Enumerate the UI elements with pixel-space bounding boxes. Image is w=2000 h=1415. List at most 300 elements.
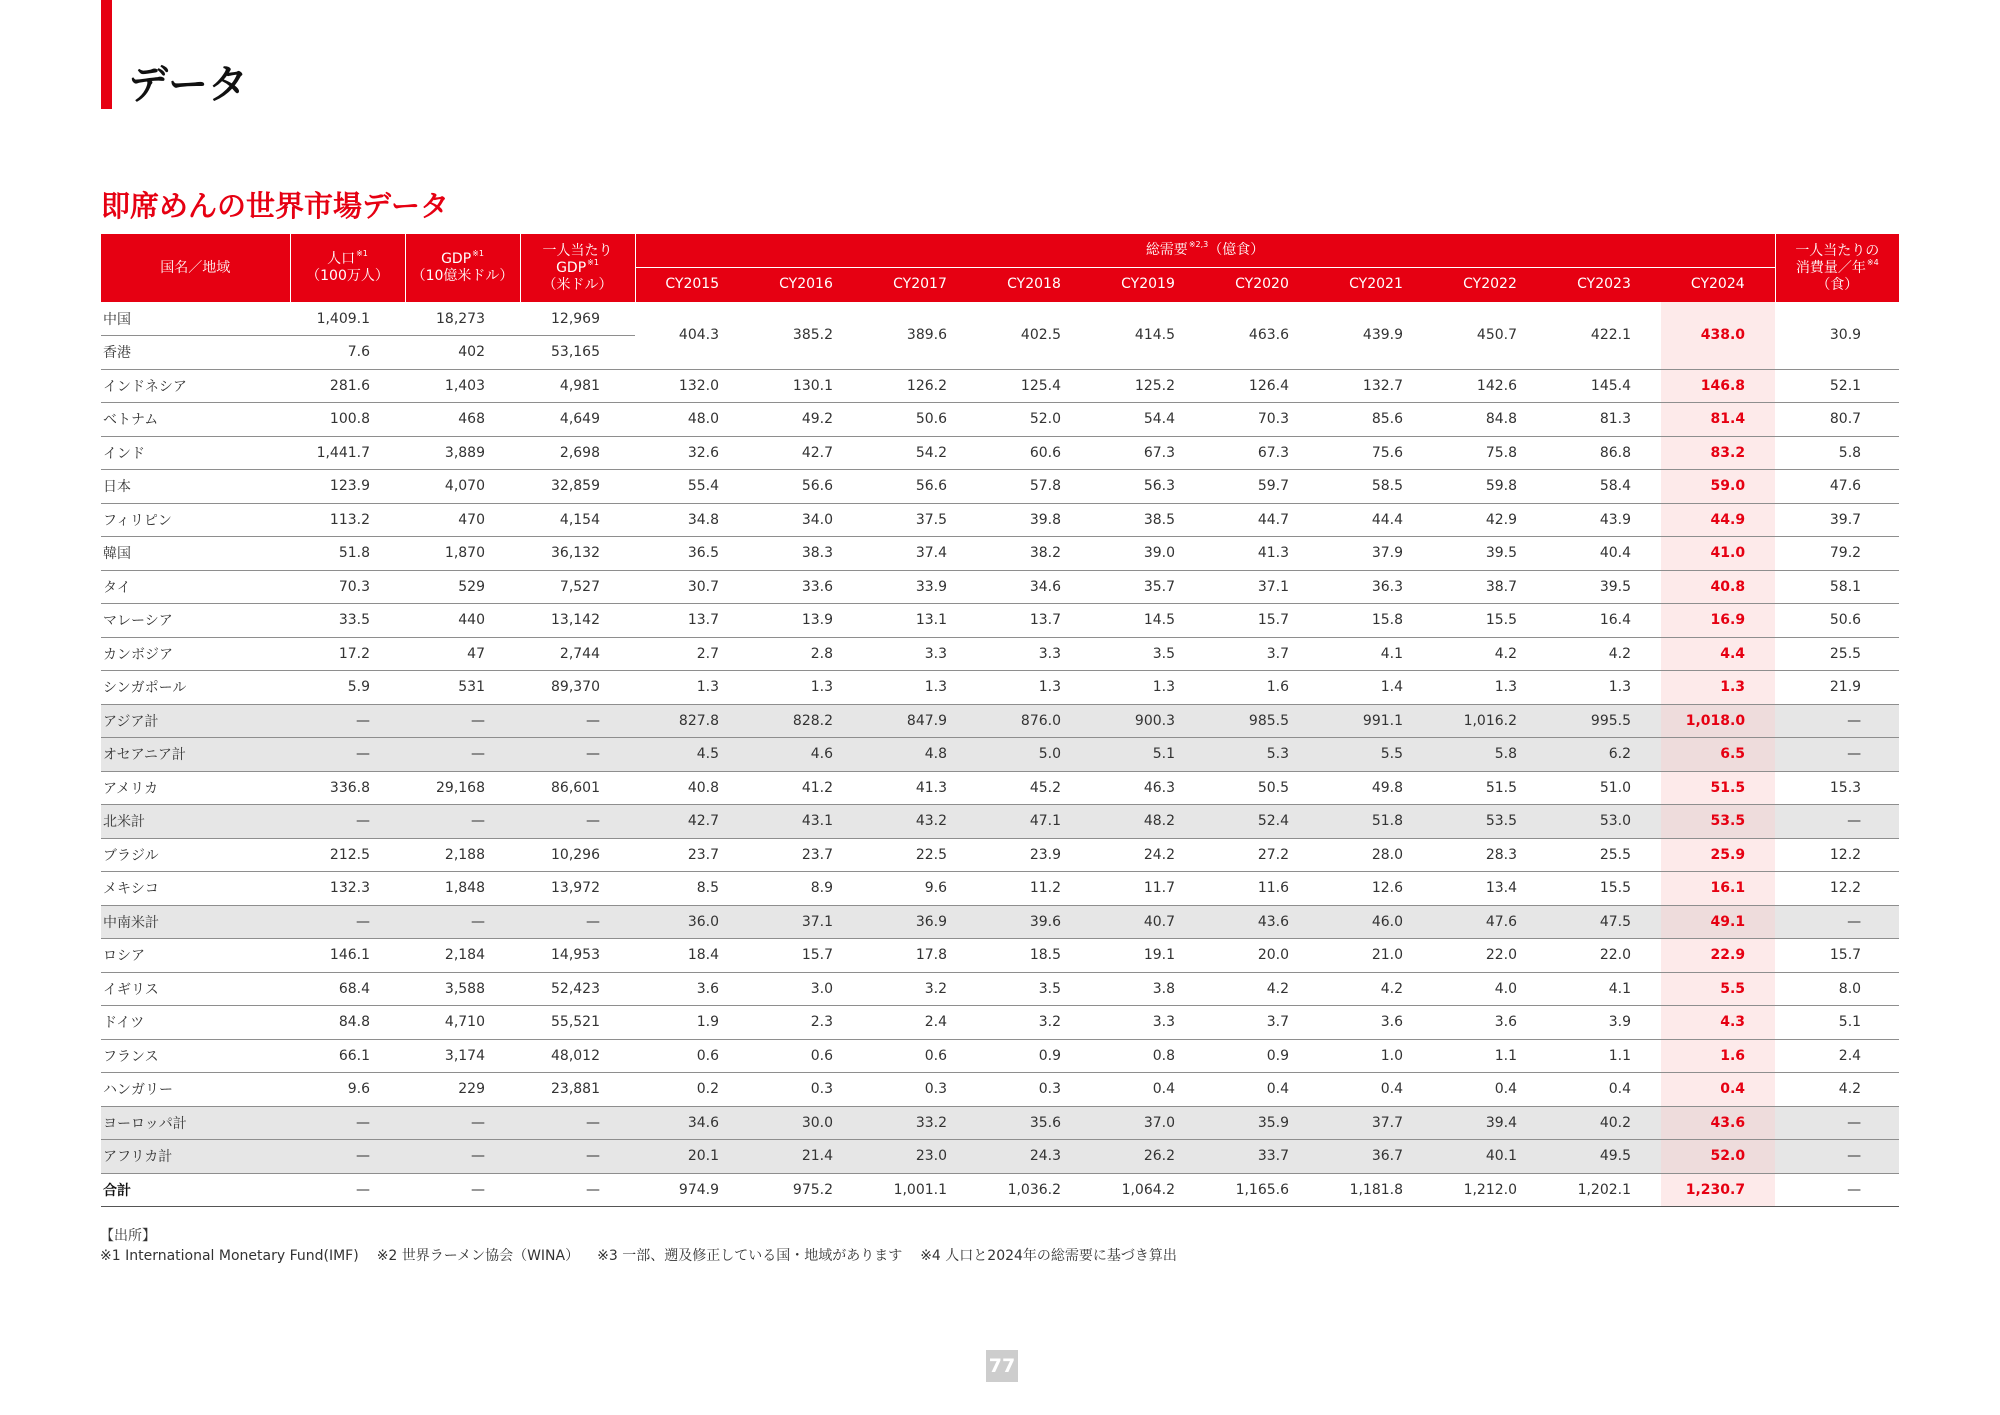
demand-cy2023-cell: 40.2 <box>1547 1106 1661 1140</box>
demand-cy2018-cell: 1,036.2 <box>977 1173 1091 1207</box>
demand-cy2021-cell: 5.5 <box>1319 738 1433 772</box>
gdp-cell: 3,588 <box>405 972 520 1006</box>
demand-cy2016-cell: 828.2 <box>749 704 863 738</box>
consumption-per-capita-cell: 58.1 <box>1775 570 1899 604</box>
gdp-cell: — <box>405 1173 520 1207</box>
demand-cy2019-cell: 54.4 <box>1091 403 1205 437</box>
demand-cy2024-cell: 53.5 <box>1661 805 1775 839</box>
gdp-per-capita-cell: 23,881 <box>520 1073 635 1107</box>
header-cy2021: CY2021 <box>1319 267 1433 302</box>
demand-cy2018-cell: 60.6 <box>977 436 1091 470</box>
gdp-per-capita-cell: 14,953 <box>520 939 635 973</box>
demand-cy2022-cell: 450.7 <box>1433 302 1547 369</box>
demand-cy2024-cell: 6.5 <box>1661 738 1775 772</box>
header-cy2022: CY2022 <box>1433 267 1547 302</box>
demand-cy2016-cell: 1.3 <box>749 671 863 705</box>
header-population-unit: （100万人） <box>306 268 389 284</box>
header-total-demand-label: 総需要 <box>1145 241 1188 258</box>
region-name-cell: フランス <box>101 1039 290 1073</box>
region-name-cell: カンボジア <box>101 637 290 671</box>
demand-cy2023-cell: 43.9 <box>1547 503 1661 537</box>
demand-cy2024-cell: 5.5 <box>1661 972 1775 1006</box>
demand-cy2017-cell: 22.5 <box>863 838 977 872</box>
demand-cy2018-cell: 45.2 <box>977 771 1091 805</box>
demand-cy2019-cell: 0.4 <box>1091 1073 1205 1107</box>
demand-cy2015-cell: 404.3 <box>635 302 749 369</box>
gdp-cell: 529 <box>405 570 520 604</box>
demand-cy2016-cell: 21.4 <box>749 1140 863 1174</box>
gdp-cell: — <box>405 1140 520 1174</box>
demand-cy2022-cell: 4.0 <box>1433 972 1547 1006</box>
section-title: 即席めんの世界市場データ <box>101 189 450 223</box>
demand-cy2018-cell: 3.3 <box>977 637 1091 671</box>
consumption-per-capita-cell: — <box>1775 1106 1899 1140</box>
demand-cy2021-cell: 991.1 <box>1319 704 1433 738</box>
demand-cy2023-cell: 49.5 <box>1547 1140 1661 1174</box>
demand-cy2020-cell: 15.7 <box>1205 604 1319 638</box>
demand-cy2018-cell: 0.3 <box>977 1073 1091 1107</box>
gdp-per-capita-cell: 32,859 <box>520 470 635 504</box>
region-name-cell: 中国 <box>101 302 290 336</box>
demand-cy2016-cell: 3.0 <box>749 972 863 1006</box>
demand-cy2023-cell: 145.4 <box>1547 369 1661 403</box>
population-cell: 5.9 <box>290 671 405 705</box>
demand-cy2017-cell: 13.1 <box>863 604 977 638</box>
header-cy2015: CY2015 <box>635 267 749 302</box>
demand-cy2024-cell: 49.1 <box>1661 905 1775 939</box>
population-cell: — <box>290 1106 405 1140</box>
demand-cy2021-cell: 28.0 <box>1319 838 1433 872</box>
demand-cy2015-cell: 42.7 <box>635 805 749 839</box>
demand-cy2016-cell: 0.6 <box>749 1039 863 1073</box>
demand-cy2024-cell: 83.2 <box>1661 436 1775 470</box>
demand-cy2015-cell: 55.4 <box>635 470 749 504</box>
demand-cy2024-cell: 1.6 <box>1661 1039 1775 1073</box>
demand-cy2021-cell: 46.0 <box>1319 905 1433 939</box>
gdp-per-capita-cell: 10,296 <box>520 838 635 872</box>
header-consumption-note: ※4 <box>1866 257 1879 267</box>
demand-cy2016-cell: 43.1 <box>749 805 863 839</box>
region-name-cell: アジア計 <box>101 704 290 738</box>
consumption-per-capita-cell: — <box>1775 805 1899 839</box>
header-gdp-note: ※1 <box>472 249 484 258</box>
population-cell: 33.5 <box>290 604 405 638</box>
region-name-cell: インド <box>101 436 290 470</box>
demand-cy2024-cell: 438.0 <box>1661 302 1775 369</box>
demand-cy2023-cell: 6.2 <box>1547 738 1661 772</box>
table-row <box>101 1106 1899 1140</box>
consumption-per-capita-cell: — <box>1775 704 1899 738</box>
gdp-cell: 4,070 <box>405 470 520 504</box>
population-cell: — <box>290 738 405 772</box>
region-name-cell: アメリカ <box>101 771 290 805</box>
demand-cy2021-cell: 75.6 <box>1319 436 1433 470</box>
table-row <box>101 671 1899 705</box>
demand-cy2022-cell: 22.0 <box>1433 939 1547 973</box>
demand-cy2022-cell: 1,016.2 <box>1433 704 1547 738</box>
header-cy2024: CY2024 <box>1661 267 1775 302</box>
page-title: データ <box>128 62 248 108</box>
header-cy2016: CY2016 <box>749 267 863 302</box>
demand-cy2020-cell: 20.0 <box>1205 939 1319 973</box>
demand-cy2022-cell: 5.8 <box>1433 738 1547 772</box>
header-consumption-label2: 消費量／年 <box>1795 259 1866 276</box>
table-row <box>101 604 1899 638</box>
gdp-cell: 2,184 <box>405 939 520 973</box>
consumption-per-capita-cell: — <box>1775 1173 1899 1207</box>
consumption-per-capita-cell: — <box>1775 1140 1899 1174</box>
demand-cy2020-cell: 4.2 <box>1205 972 1319 1006</box>
gdp-per-capita-cell: 4,981 <box>520 369 635 403</box>
demand-cy2023-cell: 81.3 <box>1547 403 1661 437</box>
gdp-per-capita-cell: 12,969 <box>520 302 635 336</box>
demand-cy2022-cell: 42.9 <box>1433 503 1547 537</box>
demand-cy2017-cell: 2.4 <box>863 1006 977 1040</box>
gdp-cell: 29,168 <box>405 771 520 805</box>
consumption-per-capita-cell: 21.9 <box>1775 671 1899 705</box>
demand-cy2015-cell: 974.9 <box>635 1173 749 1207</box>
header-cy2020: CY2020 <box>1205 267 1319 302</box>
gdp-per-capita-cell: — <box>520 1140 635 1174</box>
demand-cy2022-cell: 1.1 <box>1433 1039 1547 1073</box>
demand-cy2023-cell: 3.9 <box>1547 1006 1661 1040</box>
demand-cy2020-cell: 1,165.6 <box>1205 1173 1319 1207</box>
demand-cy2017-cell: 33.9 <box>863 570 977 604</box>
demand-cy2017-cell: 1,001.1 <box>863 1173 977 1207</box>
demand-cy2017-cell: 54.2 <box>863 436 977 470</box>
demand-cy2019-cell: 125.2 <box>1091 369 1205 403</box>
header-total-demand-note: ※2,3 <box>1188 239 1209 249</box>
demand-cy2022-cell: 1.3 <box>1433 671 1547 705</box>
demand-cy2017-cell: 847.9 <box>863 704 977 738</box>
demand-cy2023-cell: 40.4 <box>1547 537 1661 571</box>
table-row <box>101 905 1899 939</box>
gdp-cell: 440 <box>405 604 520 638</box>
demand-cy2022-cell: 75.8 <box>1433 436 1547 470</box>
region-name-cell: フィリピン <box>101 503 290 537</box>
demand-cy2019-cell: 414.5 <box>1091 302 1205 369</box>
demand-cy2018-cell: 47.1 <box>977 805 1091 839</box>
region-name-cell: 日本 <box>101 470 290 504</box>
gdp-cell: 470 <box>405 503 520 537</box>
source-label: 【出所】 <box>100 1228 156 1244</box>
demand-cy2019-cell: 37.0 <box>1091 1106 1205 1140</box>
demand-cy2016-cell: 4.6 <box>749 738 863 772</box>
demand-cy2018-cell: 402.5 <box>977 302 1091 369</box>
gdp-per-capita-cell: 53,165 <box>520 336 635 370</box>
demand-cy2024-cell: 59.0 <box>1661 470 1775 504</box>
demand-cy2024-cell: 41.0 <box>1661 537 1775 571</box>
table-row <box>101 570 1899 604</box>
table-row <box>101 838 1899 872</box>
demand-cy2024-cell: 22.9 <box>1661 939 1775 973</box>
gdp-cell: 18,273 <box>405 302 520 336</box>
gdp-per-capita-cell: 2,698 <box>520 436 635 470</box>
demand-cy2015-cell: 20.1 <box>635 1140 749 1174</box>
demand-cy2021-cell: 51.8 <box>1319 805 1433 839</box>
demand-cy2021-cell: 3.6 <box>1319 1006 1433 1040</box>
demand-cy2020-cell: 52.4 <box>1205 805 1319 839</box>
demand-cy2022-cell: 13.4 <box>1433 872 1547 906</box>
demand-cy2021-cell: 12.6 <box>1319 872 1433 906</box>
demand-cy2021-cell: 0.4 <box>1319 1073 1433 1107</box>
population-cell: 17.2 <box>290 637 405 671</box>
demand-cy2022-cell: 47.6 <box>1433 905 1547 939</box>
demand-cy2020-cell: 5.3 <box>1205 738 1319 772</box>
demand-cy2022-cell: 40.1 <box>1433 1140 1547 1174</box>
demand-cy2021-cell: 36.3 <box>1319 570 1433 604</box>
demand-cy2024-cell: 1,230.7 <box>1661 1173 1775 1207</box>
demand-cy2016-cell: 0.3 <box>749 1073 863 1107</box>
demand-cy2020-cell: 33.7 <box>1205 1140 1319 1174</box>
region-name-cell: マレーシア <box>101 604 290 638</box>
population-cell: 123.9 <box>290 470 405 504</box>
demand-cy2022-cell: 0.4 <box>1433 1073 1547 1107</box>
header-cy2018: CY2018 <box>977 267 1091 302</box>
table-row <box>101 637 1899 671</box>
gdp-cell: 229 <box>405 1073 520 1107</box>
header-gdp-per-capita-unit: （米ドル） <box>542 276 613 293</box>
demand-cy2017-cell: 9.6 <box>863 872 977 906</box>
header-population <box>290 234 405 302</box>
demand-cy2017-cell: 33.2 <box>863 1106 977 1140</box>
demand-cy2019-cell: 46.3 <box>1091 771 1205 805</box>
population-cell: — <box>290 704 405 738</box>
gdp-cell: 468 <box>405 403 520 437</box>
table-row <box>101 1173 1899 1207</box>
table-body <box>101 302 1899 1207</box>
demand-cy2016-cell: 56.6 <box>749 470 863 504</box>
consumption-per-capita-cell: 80.7 <box>1775 403 1899 437</box>
demand-cy2022-cell: 1,212.0 <box>1433 1173 1547 1207</box>
gdp-per-capita-cell: 55,521 <box>520 1006 635 1040</box>
demand-cy2018-cell: 39.6 <box>977 905 1091 939</box>
demand-cy2021-cell: 36.7 <box>1319 1140 1433 1174</box>
demand-cy2019-cell: 38.5 <box>1091 503 1205 537</box>
region-name-cell: ブラジル <box>101 838 290 872</box>
region-name-cell: ロシア <box>101 939 290 973</box>
demand-cy2023-cell: 58.4 <box>1547 470 1661 504</box>
consumption-per-capita-cell: 12.2 <box>1775 838 1899 872</box>
population-cell: — <box>290 905 405 939</box>
population-cell: 1,441.7 <box>290 436 405 470</box>
demand-cy2015-cell: 0.6 <box>635 1039 749 1073</box>
demand-cy2021-cell: 439.9 <box>1319 302 1433 369</box>
gdp-per-capita-cell: — <box>520 805 635 839</box>
demand-cy2021-cell: 132.7 <box>1319 369 1433 403</box>
header-gdp-per-capita <box>520 234 635 302</box>
demand-cy2024-cell: 146.8 <box>1661 369 1775 403</box>
demand-cy2019-cell: 35.7 <box>1091 570 1205 604</box>
demand-cy2015-cell: 1.3 <box>635 671 749 705</box>
demand-cy2015-cell: 4.5 <box>635 738 749 772</box>
region-name-cell: タイ <box>101 570 290 604</box>
demand-cy2015-cell: 32.6 <box>635 436 749 470</box>
header-cy2017: CY2017 <box>863 267 977 302</box>
population-cell: 113.2 <box>290 503 405 537</box>
demand-cy2020-cell: 985.5 <box>1205 704 1319 738</box>
demand-cy2021-cell: 4.2 <box>1319 972 1433 1006</box>
demand-cy2018-cell: 23.9 <box>977 838 1091 872</box>
demand-cy2024-cell: 4.4 <box>1661 637 1775 671</box>
demand-cy2016-cell: 42.7 <box>749 436 863 470</box>
demand-cy2018-cell: 18.5 <box>977 939 1091 973</box>
demand-cy2015-cell: 34.6 <box>635 1106 749 1140</box>
demand-cy2015-cell: 1.9 <box>635 1006 749 1040</box>
demand-cy2023-cell: 1.1 <box>1547 1039 1661 1073</box>
demand-cy2019-cell: 19.1 <box>1091 939 1205 973</box>
demand-cy2022-cell: 4.2 <box>1433 637 1547 671</box>
gdp-per-capita-cell: — <box>520 1106 635 1140</box>
demand-cy2020-cell: 1.6 <box>1205 671 1319 705</box>
demand-cy2024-cell: 43.6 <box>1661 1106 1775 1140</box>
table-row <box>101 1140 1899 1174</box>
demand-cy2020-cell: 41.3 <box>1205 537 1319 571</box>
demand-cy2024-cell: 51.5 <box>1661 771 1775 805</box>
demand-cy2021-cell: 1.4 <box>1319 671 1433 705</box>
demand-cy2017-cell: 56.6 <box>863 470 977 504</box>
demand-cy2019-cell: 3.8 <box>1091 972 1205 1006</box>
table-row <box>101 470 1899 504</box>
demand-cy2020-cell: 44.7 <box>1205 503 1319 537</box>
header-region <box>101 234 290 302</box>
header-region-label: 国名／地域 <box>160 259 231 276</box>
demand-cy2020-cell: 3.7 <box>1205 1006 1319 1040</box>
demand-cy2017-cell: 3.2 <box>863 972 977 1006</box>
demand-cy2015-cell: 2.7 <box>635 637 749 671</box>
gdp-cell: 4,710 <box>405 1006 520 1040</box>
demand-cy2021-cell: 58.5 <box>1319 470 1433 504</box>
region-name-cell: メキシコ <box>101 872 290 906</box>
demand-cy2020-cell: 0.4 <box>1205 1073 1319 1107</box>
demand-cy2017-cell: 126.2 <box>863 369 977 403</box>
demand-cy2018-cell: 3.2 <box>977 1006 1091 1040</box>
consumption-per-capita-cell: 79.2 <box>1775 537 1899 571</box>
gdp-per-capita-cell: 86,601 <box>520 771 635 805</box>
demand-cy2024-cell: 40.8 <box>1661 570 1775 604</box>
gdp-per-capita-cell: 4,154 <box>520 503 635 537</box>
demand-cy2015-cell: 48.0 <box>635 403 749 437</box>
demand-cy2017-cell: 0.3 <box>863 1073 977 1107</box>
header-gdp-per-capita-label: 一人当たり <box>542 242 613 259</box>
consumption-per-capita-cell: 2.4 <box>1775 1039 1899 1073</box>
gdp-cell: 1,870 <box>405 537 520 571</box>
demand-cy2018-cell: 1.3 <box>977 671 1091 705</box>
demand-cy2015-cell: 23.7 <box>635 838 749 872</box>
population-cell: 9.6 <box>290 1073 405 1107</box>
demand-cy2020-cell: 35.9 <box>1205 1106 1319 1140</box>
gdp-cell: 1,848 <box>405 872 520 906</box>
table-row <box>101 738 1899 772</box>
gdp-per-capita-cell: 52,423 <box>520 972 635 1006</box>
demand-cy2018-cell: 3.5 <box>977 972 1091 1006</box>
demand-cy2020-cell: 27.2 <box>1205 838 1319 872</box>
gdp-cell: 531 <box>405 671 520 705</box>
region-name-cell: イギリス <box>101 972 290 1006</box>
demand-cy2022-cell: 53.5 <box>1433 805 1547 839</box>
demand-cy2019-cell: 3.3 <box>1091 1006 1205 1040</box>
demand-cy2020-cell: 37.1 <box>1205 570 1319 604</box>
demand-cy2019-cell: 0.8 <box>1091 1039 1205 1073</box>
demand-cy2018-cell: 125.4 <box>977 369 1091 403</box>
demand-cy2018-cell: 0.9 <box>977 1039 1091 1073</box>
gdp-cell: 1,403 <box>405 369 520 403</box>
header-population-label: 人口 <box>327 251 356 267</box>
consumption-per-capita-cell: — <box>1775 738 1899 772</box>
region-name-cell: ベトナム <box>101 403 290 437</box>
demand-cy2023-cell: 422.1 <box>1547 302 1661 369</box>
demand-cy2021-cell: 1,181.8 <box>1319 1173 1433 1207</box>
market-data-table <box>101 234 1899 1207</box>
consumption-per-capita-cell: 15.7 <box>1775 939 1899 973</box>
demand-cy2023-cell: 995.5 <box>1547 704 1661 738</box>
gdp-cell: 3,889 <box>405 436 520 470</box>
demand-cy2015-cell: 827.8 <box>635 704 749 738</box>
demand-cy2019-cell: 40.7 <box>1091 905 1205 939</box>
demand-cy2017-cell: 37.4 <box>863 537 977 571</box>
population-cell: 84.8 <box>290 1006 405 1040</box>
demand-cy2016-cell: 33.6 <box>749 570 863 604</box>
table-row <box>101 1039 1899 1073</box>
gdp-cell: — <box>405 704 520 738</box>
demand-cy2017-cell: 389.6 <box>863 302 977 369</box>
population-cell: — <box>290 805 405 839</box>
gdp-cell: — <box>405 805 520 839</box>
demand-cy2021-cell: 37.9 <box>1319 537 1433 571</box>
demand-cy2020-cell: 126.4 <box>1205 369 1319 403</box>
demand-cy2016-cell: 37.1 <box>749 905 863 939</box>
consumption-per-capita-cell: 50.6 <box>1775 604 1899 638</box>
demand-cy2022-cell: 28.3 <box>1433 838 1547 872</box>
gdp-per-capita-cell: 13,142 <box>520 604 635 638</box>
demand-cy2020-cell: 70.3 <box>1205 403 1319 437</box>
gdp-cell: — <box>405 738 520 772</box>
table-row <box>101 1006 1899 1040</box>
demand-cy2016-cell: 34.0 <box>749 503 863 537</box>
table-header <box>101 234 1899 302</box>
gdp-per-capita-cell: 4,649 <box>520 403 635 437</box>
gdp-per-capita-cell: — <box>520 905 635 939</box>
demand-cy2020-cell: 59.7 <box>1205 470 1319 504</box>
demand-cy2023-cell: 53.0 <box>1547 805 1661 839</box>
demand-cy2020-cell: 3.7 <box>1205 637 1319 671</box>
region-name-cell: 北米計 <box>101 805 290 839</box>
demand-cy2023-cell: 51.0 <box>1547 771 1661 805</box>
demand-cy2024-cell: 1,018.0 <box>1661 704 1775 738</box>
consumption-per-capita-cell: 15.3 <box>1775 771 1899 805</box>
demand-cy2018-cell: 52.0 <box>977 403 1091 437</box>
consumption-per-capita-cell: 25.5 <box>1775 637 1899 671</box>
demand-cy2022-cell: 51.5 <box>1433 771 1547 805</box>
demand-cy2016-cell: 23.7 <box>749 838 863 872</box>
demand-cy2016-cell: 13.9 <box>749 604 863 638</box>
region-name-cell: ハンガリー <box>101 1073 290 1107</box>
gdp-per-capita-cell: — <box>520 738 635 772</box>
demand-cy2017-cell: 37.5 <box>863 503 977 537</box>
demand-cy2016-cell: 8.9 <box>749 872 863 906</box>
demand-cy2016-cell: 385.2 <box>749 302 863 369</box>
demand-cy2022-cell: 142.6 <box>1433 369 1547 403</box>
consumption-per-capita-cell: 5.1 <box>1775 1006 1899 1040</box>
demand-cy2023-cell: 0.4 <box>1547 1073 1661 1107</box>
demand-cy2020-cell: 43.6 <box>1205 905 1319 939</box>
header-consumption-unit: （食） <box>1816 276 1859 293</box>
header-row-primary <box>101 234 1899 267</box>
demand-cy2021-cell: 21.0 <box>1319 939 1433 973</box>
demand-cy2023-cell: 39.5 <box>1547 570 1661 604</box>
header-cy2023: CY2023 <box>1547 267 1661 302</box>
consumption-per-capita-cell: 5.8 <box>1775 436 1899 470</box>
